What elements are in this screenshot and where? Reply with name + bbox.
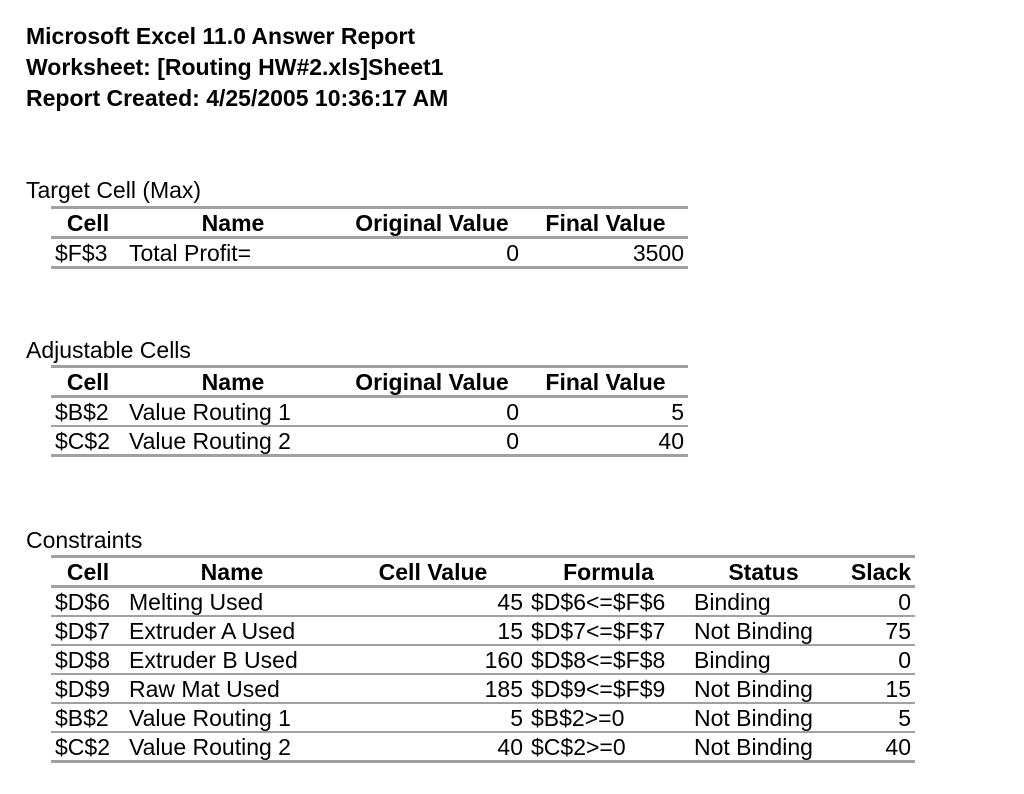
original-value: 0 xyxy=(341,397,523,427)
cell-value: 15 xyxy=(339,616,527,645)
original-value: 0 xyxy=(341,238,523,268)
cell-ref: $C$2 xyxy=(51,732,125,762)
final-value: 3500 xyxy=(523,238,688,268)
slack: 0 xyxy=(837,645,915,674)
table-row xyxy=(51,397,688,427)
cell-ref: $D$8 xyxy=(51,645,125,674)
formula: $B$2>=0 xyxy=(527,703,690,732)
cell-name: Value Routing 1 xyxy=(125,397,341,427)
column-header: Cell xyxy=(51,557,125,587)
target-cell-table xyxy=(51,206,688,269)
slack: 75 xyxy=(837,616,915,645)
final-value: 40 xyxy=(523,426,688,456)
column-header: Cell xyxy=(51,367,125,397)
cell-ref: $D$6 xyxy=(51,587,125,617)
adjustable-cells-table xyxy=(51,365,688,457)
status: Binding xyxy=(690,645,837,674)
column-header: Status xyxy=(690,557,837,587)
column-header: Formula xyxy=(527,557,690,587)
cell-ref: $C$2 xyxy=(51,426,125,456)
cell-name: Total Profit= xyxy=(125,238,341,268)
column-header: Final Value xyxy=(523,367,688,397)
table-row xyxy=(51,616,915,645)
table-header-row xyxy=(51,557,915,587)
cell-ref: $B$2 xyxy=(51,397,125,427)
column-header: Original Value xyxy=(341,208,523,238)
formula: $D$7<=$F$7 xyxy=(527,616,690,645)
cell-name: Melting Used xyxy=(125,587,339,617)
column-header: Original Value xyxy=(341,367,523,397)
worksheet-name: Worksheet: [Routing HW#2.xls]Sheet1 xyxy=(26,54,444,80)
cell-name: Extruder A Used xyxy=(125,616,339,645)
report-created: Report Created: 4/25/2005 10:36:17 AM xyxy=(26,85,449,111)
table-row xyxy=(51,674,915,703)
status: Binding xyxy=(690,587,837,617)
cell-value: 45 xyxy=(339,587,527,617)
slack: 5 xyxy=(837,703,915,732)
table-header-row xyxy=(51,208,688,238)
table-row xyxy=(51,645,915,674)
column-header: Cell xyxy=(51,208,125,238)
cell-ref: $D$7 xyxy=(51,616,125,645)
cell-value: 40 xyxy=(339,732,527,762)
cell-value: 160 xyxy=(339,645,527,674)
table-row xyxy=(51,426,688,456)
slack: 15 xyxy=(837,674,915,703)
final-value: 5 xyxy=(523,397,688,427)
cell-name: Value Routing 1 xyxy=(125,703,339,732)
column-header: Name xyxy=(125,557,339,587)
adjustable-cells-title: Adjustable Cells xyxy=(26,337,191,363)
formula: $D$8<=$F$8 xyxy=(527,645,690,674)
formula: $C$2>=0 xyxy=(527,732,690,762)
column-header: Cell Value xyxy=(339,557,527,587)
cell-ref: $B$2 xyxy=(51,703,125,732)
column-header: Name xyxy=(125,367,341,397)
target-cell-title: Target Cell (Max) xyxy=(26,177,202,203)
cell-ref: $D$9 xyxy=(51,674,125,703)
table-row xyxy=(51,732,915,762)
column-header: Final Value xyxy=(523,208,688,238)
slack: 40 xyxy=(837,732,915,762)
table-row xyxy=(51,238,688,268)
table-row xyxy=(51,587,915,617)
cell-name: Extruder B Used xyxy=(125,645,339,674)
formula: $D$9<=$F$9 xyxy=(527,674,690,703)
cell-value: 185 xyxy=(339,674,527,703)
constraints-table xyxy=(51,555,915,763)
original-value: 0 xyxy=(341,426,523,456)
column-header: Slack xyxy=(837,557,915,587)
constraints-title: Constraints xyxy=(26,527,143,553)
status: Not Binding xyxy=(690,674,837,703)
formula: $D$6<=$F$6 xyxy=(527,587,690,617)
status: Not Binding xyxy=(690,732,837,762)
report-title: Microsoft Excel 11.0 Answer Report xyxy=(26,23,416,49)
column-header: Name xyxy=(125,208,341,238)
table-row xyxy=(51,703,915,732)
cell-ref: $F$3 xyxy=(51,238,125,268)
cell-value: 5 xyxy=(339,703,527,732)
cell-name: Value Routing 2 xyxy=(125,732,339,762)
slack: 0 xyxy=(837,587,915,617)
cell-name: Value Routing 2 xyxy=(125,426,341,456)
status: Not Binding xyxy=(690,703,837,732)
status: Not Binding xyxy=(690,616,837,645)
table-header-row xyxy=(51,367,688,397)
cell-name: Raw Mat Used xyxy=(125,674,339,703)
